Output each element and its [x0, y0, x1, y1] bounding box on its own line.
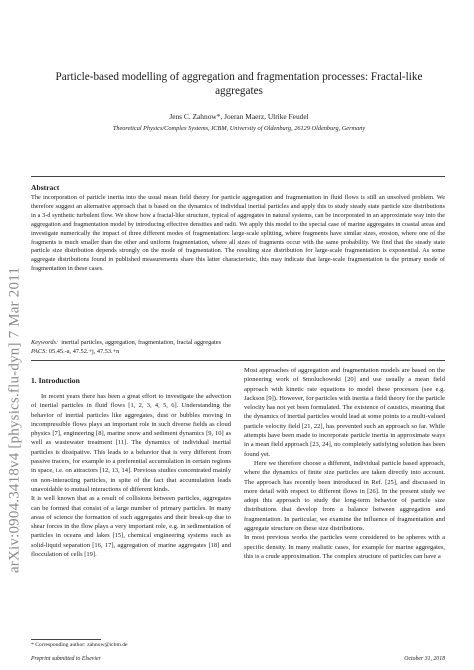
author-list: Jens C. Zahnow*, Joeran Maerz, Ulrike Feudel [169, 112, 309, 121]
body-paragraph: Most approaches of aggregation and fragmentation models are based on the pioneering work of Smoluchowski [20] and use usually a mean field approach with kinetic rate equations to model these processes (see e.g. Jackson [9]). However, for particles with inertia a field theory for the particle velocity has not yet been formulated. The existence of caustics, meaning that the dynamics of inertial particles would lead at some points to a multi-valued particle velocity field [21, 22], has prevented such an approach so far. While attempts have been made to incorporate particle inertia in approximate ways in a mean field approach [23, 24], no completely satisfying solution has been found yet. [244, 367, 445, 458]
right-column [244, 366, 445, 561]
pacs-line [31, 347, 445, 356]
body-paragraph: Here we therefore choose a different, individual particle based approach, where the dynamics of finite size particles are taken directly into account. The approach has recently been introduced in Ref. [25], and discussed in more detail with respect to different flows in [26]. In the present study we adopt this approach to study the long-term behavior of particle size distributions that develop from a balance between aggregation and fragmentation. In particular, we examine the influence of fragmentation and aggregate structure on these size distributions. [244, 459, 445, 533]
footnote: * Corresponding author: zahnow@icbm.de [31, 642, 128, 648]
body-paragraph: It is well known that as a result of collisions between particles, aggregates can be formed that consist of a large number of primary particles. In many areas of science the formation of such aggregates and their break-up due to shear forces in the flow plays a very important role, e.g. in sedimentation of particles in oceans and lakes [15], chemical engineering systems such as solid-liquid separation [16, 17], aggregation of marine aggregates [18] and flocculation of cells [19]. [31, 495, 231, 559]
pacs-label: PACS: [31, 348, 48, 355]
body-paragraph: In recent years there has been a great effort to investigate the advection of inertial particles in fluid flows [1, 2, 3, 4, 5, 6]. Understanding the behavior of inertial particles like aggregates, dust or bubbles moving in incompressible flows plays an important role in such diverse fields as cloud physics [7], engineering [8], marine snow and sediment dynamics [9, 10] as well as wastewater treatment [11]. The dynamics of individual inertial particles is dissipative. This leads to a behavior that is very different from passive tracers, for example to a preferential accumulation in certain regions in space, i.e. on attractors [12, 13, 14]. Previous studies concentrated mainly on non-interacting particles, in spite of the fact that accumulation leads unavoidable to mutual interactions of different kinds. [31, 393, 231, 493]
footnote-rule [31, 639, 101, 640]
abstract-text: The incorporation of particle inertia into the usual mean field theory for particle aggregation and fragmentation in fluid flows is still an unsolved problem. We therefore suggest an alternative approach that is based on the dynamics of individual inertial particles and apply this to study steady state particle size distributions in a 3-d synthetic turbulent flow. We show how a fractal-like structure, typical of aggregates in natural systems, can be incorporated in an approximate way into the aggregation and fragmentation model by introducing effective densities and radii. We apply this model to the special case of marine aggregates in coastal areas and investigate numerically the impact of three different modes of fragmentation: large-scale splitting, where fragments have similar sizes, erosion, where one of the fragments is much smaller than the other and uniform fragmentation, where all sizes of fragments occur with the same probability. We find that the steady state particle size distribution depends strongly on the mode of fragmentation. The resulting size distribution for large-scale fragmentation is exponential. As some aggregate distributions found in published measurements share this latter characteristic, this may indicate that large-scale fragmentation is the primary mode of fragmentation in these cases. [31, 194, 445, 273]
keywords-label: Keywords: [31, 339, 59, 346]
pacs-text: 05.45.-a, 47.52.+j, 47.53.+n [48, 348, 120, 355]
paper-title: Particle-based modelling of aggregation and fragmentation processes: Fractal-like aggregates [55, 71, 423, 97]
arxiv-identifier-text: arXiv:0904.3418v4 [physics.flu-dyn] 7 Mar 2011 [6, 266, 23, 574]
keywords-block [31, 338, 445, 356]
footer-preprint-note: Preprint submitted to Elsevier [31, 656, 101, 662]
arxiv-identifier [6, 225, 24, 615]
abstract-bottom-rule [31, 360, 445, 361]
keywords-text: inertial particles, aggregation, fragmentation, fractal aggregates [61, 339, 222, 346]
body-paragraph: In most previous works the particles were considered to be spheres with a specific density. In many realistic cases, for example for marine aggregates, this is a crude approximation. The complex structure of particles can have a [244, 534, 445, 560]
affiliation: Theoretical Physics/Complex Systems, ICBM, University of Oldenburg, 26129 Oldenburg, Germany [112, 125, 366, 132]
abstract-heading: Abstract [31, 183, 60, 192]
section-heading: 1. Introduction [31, 376, 80, 385]
left-column [31, 392, 231, 559]
abstract-top-rule [31, 176, 445, 177]
keywords-line [31, 338, 445, 347]
footer-date: October 31, 2018 [404, 656, 445, 662]
